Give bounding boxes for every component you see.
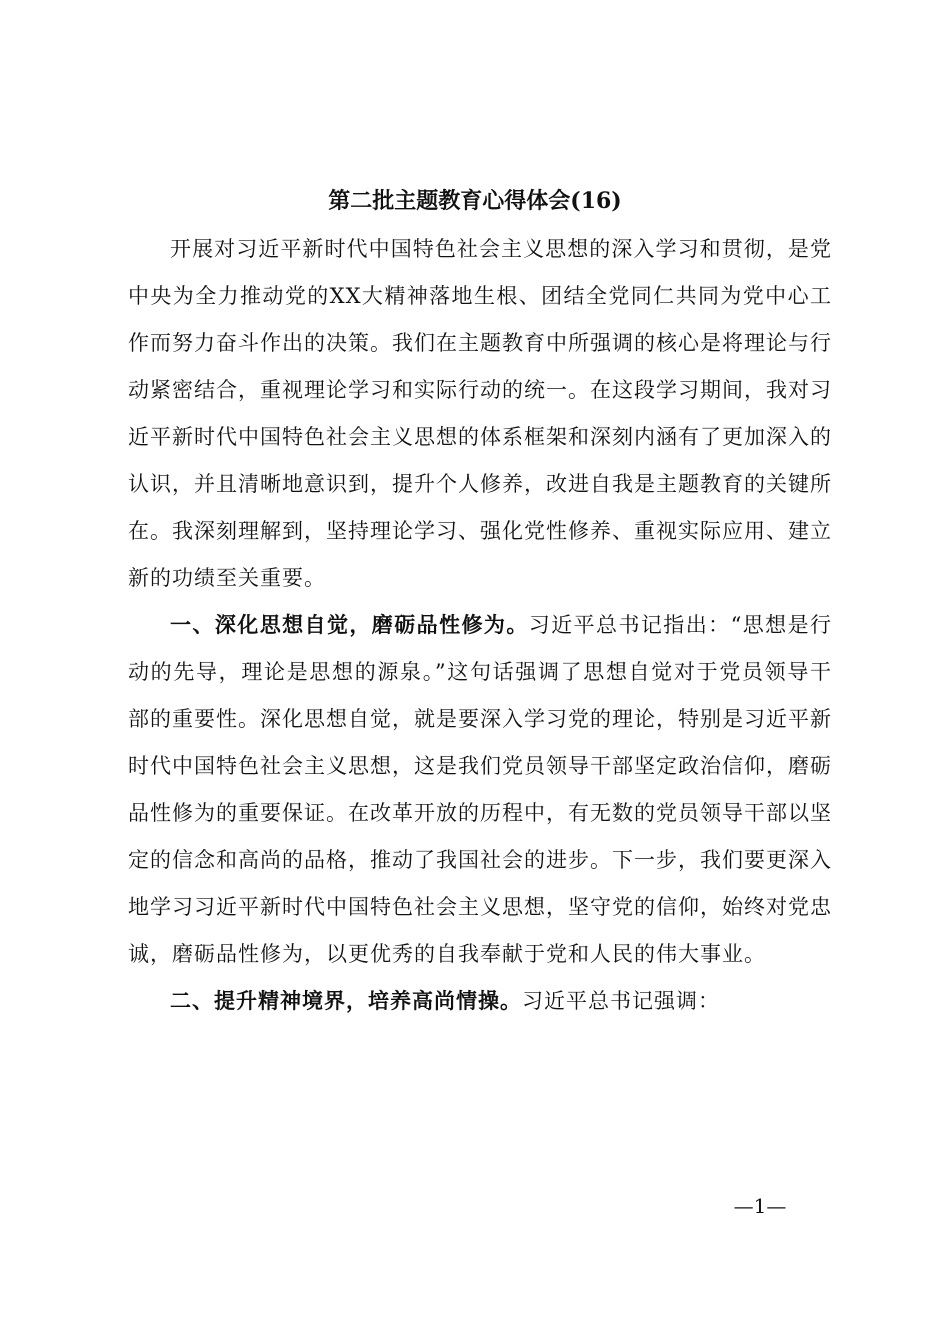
section-heading: 二、提升精神境界，培养高尚情操。	[170, 989, 522, 1013]
document-body	[128, 226, 832, 1025]
paragraph-intro	[128, 226, 832, 602]
document-title: 第二批主题教育心得体会(16)	[328, 188, 622, 214]
section-heading: 一、深化思想自觉，磨砺品性修为。	[170, 613, 529, 637]
paragraph-section-2	[128, 978, 832, 1025]
paragraph-text: 习近平总书记指出：“思想是行动的先导，理论是思想的源泉。”这句话强调了思想自觉对于党员领导干部的重要性。深化思想自觉，就是要深入学习党的理论，特别是习近平新时代中国特色社会主义思想，这是我们党员领导干部坚定政治信仰，磨砺品性修为的重要保证。在改革开放的历程中，有无数的党员领导干部以坚定的信念和高尚的品格，推动了我国社会的进步。下一步，我们要更深入地学习习近平新时代中国特色社会主义思想，坚守党的信仰，始终对党忠诚，磨砺品性修为，以更优秀的自我奉献于党和人民的伟大事业。	[128, 613, 832, 966]
paragraph-text: 习近平总书记强调：	[522, 989, 720, 1013]
paragraph-text: 开展对习近平新时代中国特色社会主义思想的深入学习和贯彻，是党中央为全力推动党的XX大精神落地生根、团结全党同仁共同为党中心工作而努力奋斗作出的决策。我们在主题教育中所强调的核心是将理论与行动紧密结合，重视理论学习和实际行动的统一。在这段学习期间，我对习近平新时代中国特色社会主义思想的体系框架和深刻内涵有了更加深入的认识，并且清晰地意识到，提升个人修养，改进自我是主题教育的关键所在。我深刻理解到，坚持理论学习、强化党性修养、重视实际应用、建立新的功绩至关重要。	[128, 237, 832, 590]
page-number: —1—	[733, 1194, 787, 1218]
paragraph-section-1	[128, 602, 832, 978]
